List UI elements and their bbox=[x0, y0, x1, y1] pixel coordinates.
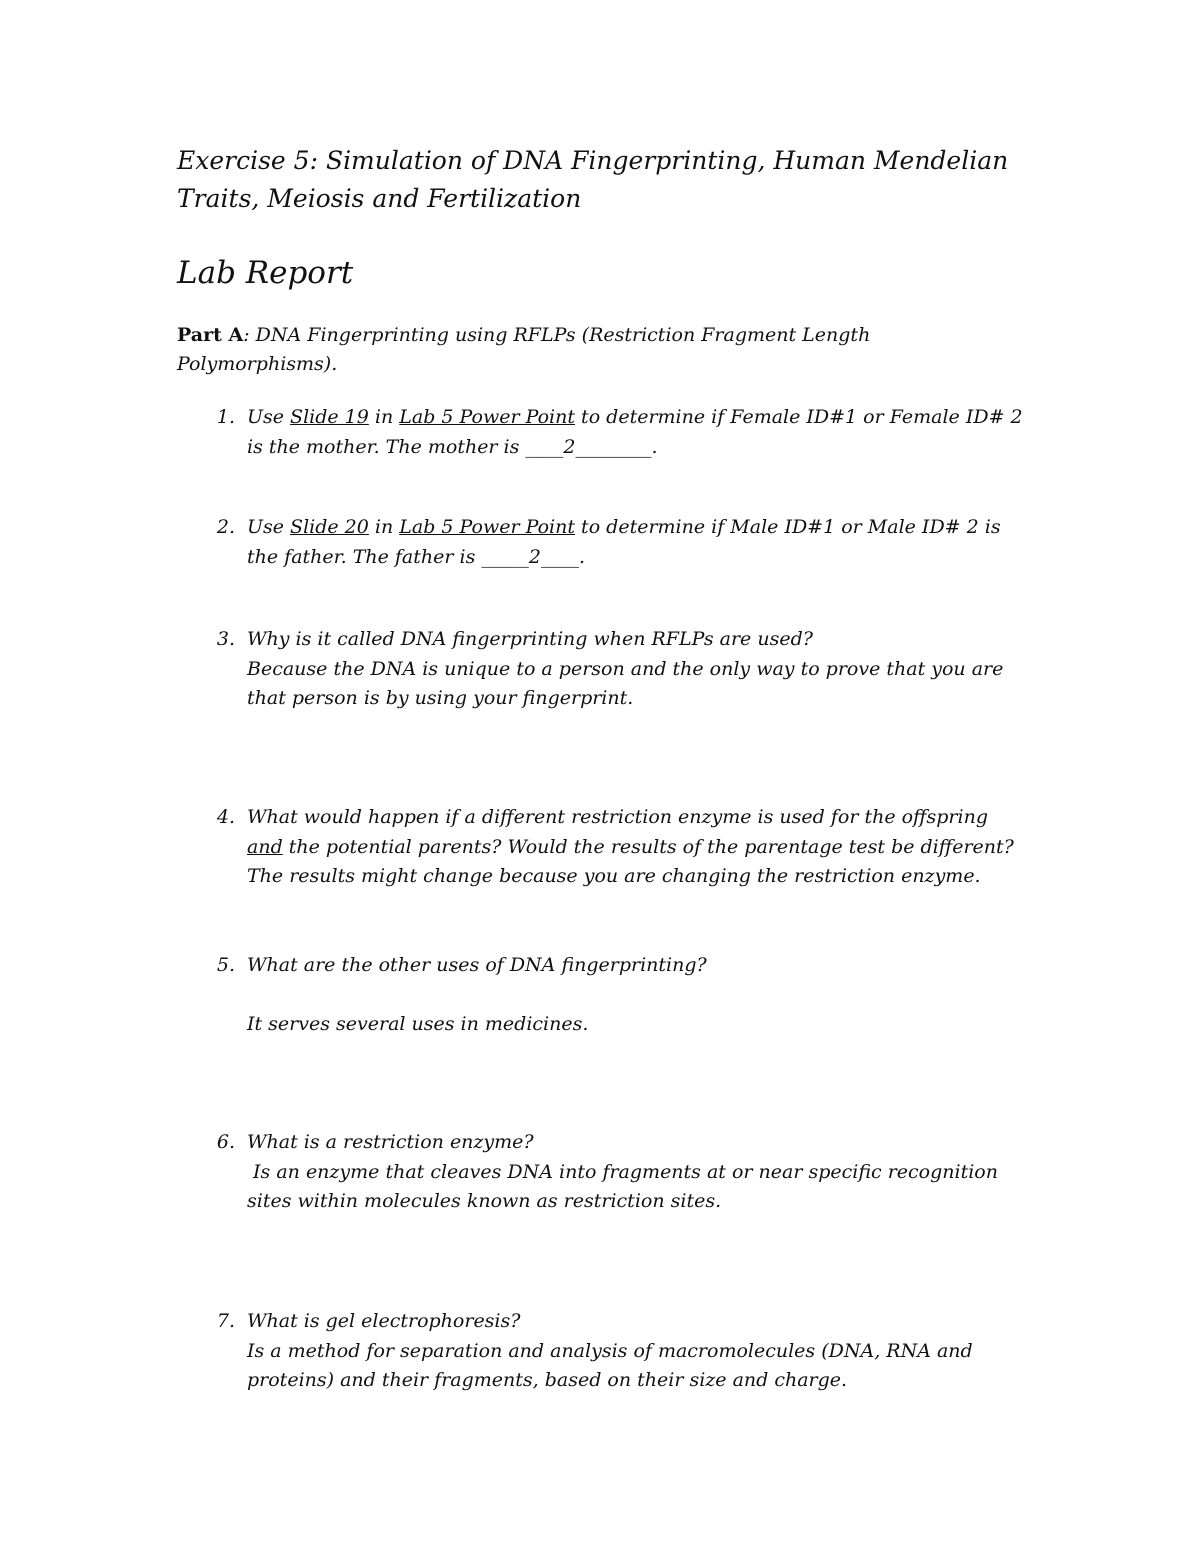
slide-20-link: Slide 20 bbox=[290, 516, 369, 538]
q6-answer-line-2: sites within molecules known as restriction sites. bbox=[247, 1190, 722, 1212]
q3-answer-line-1: Because the DNA is unique to a person and the only way to prove that you are bbox=[247, 657, 1004, 680]
q6-question: What is a restriction enzyme? bbox=[247, 1131, 534, 1153]
part-a-heading bbox=[177, 321, 977, 379]
lab-5-power-point-link: Lab 5 Power Point bbox=[399, 516, 576, 538]
question-number: 3. bbox=[216, 628, 235, 650]
q7-answer-line-2: proteins) and their fragments, based on their size and charge. bbox=[247, 1369, 848, 1391]
title-line-2: Traits, Meiosis and Fertilization bbox=[177, 184, 582, 213]
question-number: 5. bbox=[216, 954, 235, 976]
slide-19-link: Slide 19 bbox=[290, 406, 369, 428]
part-text-line-2: Polymorphisms). bbox=[177, 353, 338, 375]
question-7 bbox=[207, 1307, 1047, 1396]
title-line-1: Exercise 5: Simulation of DNA Fingerprinting, Human Mendelian bbox=[177, 146, 1009, 175]
q4-answer: The results might change because you are changing the restriction enzyme. bbox=[247, 865, 981, 887]
q7-answer-line-1: Is a method for separation and analysis of macromolecules (DNA, RNA and bbox=[247, 1339, 973, 1362]
q1-text: in bbox=[368, 406, 400, 428]
document-title bbox=[177, 142, 1057, 218]
q4-question-line-2: the potential parents? Would the results of the parentage test be different? bbox=[282, 835, 1014, 858]
q2-text: in bbox=[368, 516, 400, 538]
q3-question: Why is it called DNA fingerprinting when RFLPs are used? bbox=[247, 628, 813, 650]
question-1 bbox=[207, 403, 1047, 462]
q2-text: to determine if Male ID#1 or Male ID# 2 is bbox=[575, 516, 1001, 538]
question-number: 4. bbox=[216, 806, 235, 828]
question-4 bbox=[207, 803, 1047, 892]
q7-question: What is gel electrophoresis? bbox=[247, 1310, 521, 1332]
q1-text: to determine if Female ID#1 or Female ID# 2 bbox=[575, 406, 1023, 428]
lab-5-power-point-link: Lab 5 Power Point bbox=[399, 406, 576, 428]
q3-answer-line-2: that person is by using your fingerprint. bbox=[247, 687, 634, 709]
q1-mother-answer: is the mother. The mother is ____2________. bbox=[247, 435, 658, 458]
question-6 bbox=[207, 1128, 1047, 1217]
q2-father-answer: the father. The father is _____2____. bbox=[247, 545, 585, 568]
q2-text: Use bbox=[247, 516, 291, 538]
question-number: 1. bbox=[216, 406, 235, 428]
q5-question: What are the other uses of DNA fingerprinting? bbox=[247, 954, 707, 976]
question-number: 2. bbox=[216, 516, 235, 538]
lab-report-heading: Lab Report bbox=[177, 255, 354, 291]
question-number: 6. bbox=[216, 1131, 235, 1153]
part-text-line-1: : DNA Fingerprinting using RFLPs (Restriction Fragment Length bbox=[243, 324, 871, 346]
q4-and-underlined: and bbox=[247, 835, 283, 858]
q4-question-line-1: What would happen if a different restriction enzyme is used for the offspring bbox=[247, 806, 988, 828]
question-3 bbox=[207, 625, 1047, 714]
question-5 bbox=[207, 951, 1047, 1040]
question-2 bbox=[207, 513, 1047, 572]
q1-text: Use bbox=[247, 406, 291, 428]
part-label: Part A bbox=[177, 324, 244, 346]
q5-answer: It serves several uses in medicines. bbox=[247, 1013, 589, 1035]
question-number: 7. bbox=[216, 1310, 235, 1332]
q6-answer-line-1: Is an enzyme that cleaves DNA into fragments at or near specific recognition bbox=[247, 1160, 998, 1183]
